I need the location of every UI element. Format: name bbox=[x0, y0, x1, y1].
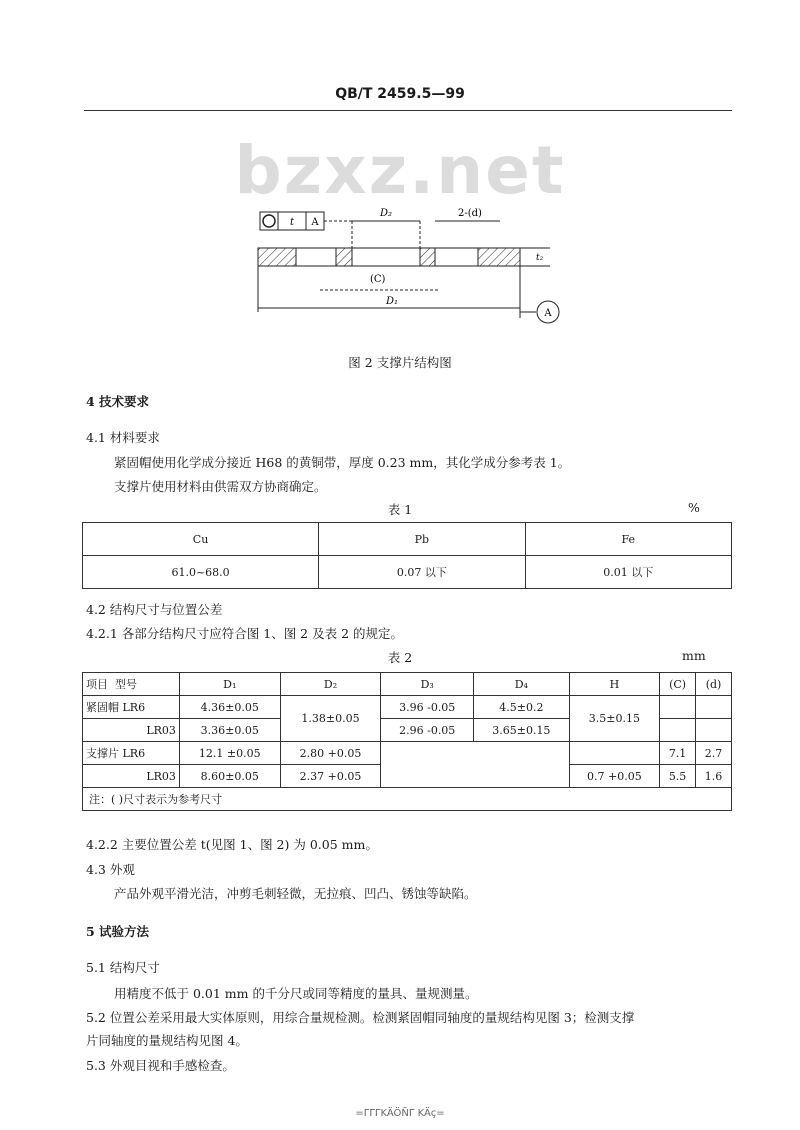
table-2-header: D₄ bbox=[474, 673, 570, 696]
section-4-title: 4 技术要求 bbox=[86, 394, 150, 409]
table-1-title: 表 1 bbox=[387, 502, 413, 517]
table-2-cell bbox=[381, 742, 569, 788]
table-2-cell: 1.38±0.05 bbox=[280, 696, 381, 742]
table-2-header: D₃ bbox=[381, 673, 474, 696]
page-footer: =ΓΓΓKÄÖÑΓ KÄç= bbox=[355, 1108, 445, 1119]
table-2-row-label: 支撑片 LR6 bbox=[83, 742, 180, 765]
table-2-cell: 4.5±0.2 bbox=[474, 696, 570, 719]
table-2-cell bbox=[660, 696, 696, 719]
table-2-cell bbox=[696, 696, 732, 719]
tolerance-frame bbox=[260, 212, 324, 230]
section-4-2-2: 4.2.2 主要位置公差 t(见图 1、图 2) 为 0.05 mm。 bbox=[86, 837, 378, 852]
table-2-cell: 8.60±0.05 bbox=[179, 765, 280, 788]
table-2-cell: 7.1 bbox=[660, 742, 696, 765]
document-header: QB/T 2459.5—99 bbox=[335, 86, 465, 102]
section-4-1-title: 4.1 材料要求 bbox=[86, 430, 160, 445]
table-2-cell: 2.80 +0.05 bbox=[280, 742, 381, 765]
table-2-cell: 2.7 bbox=[696, 742, 732, 765]
figure-2-drawing bbox=[240, 200, 580, 335]
table-2-cell: 4.36±0.05 bbox=[179, 696, 280, 719]
table-2-header: H bbox=[569, 673, 659, 696]
table-2-row-label: 紧固帽 LR6 bbox=[83, 696, 180, 719]
table-1-cell: 0.07 以下 bbox=[319, 556, 525, 589]
label-d2: D₂ bbox=[379, 208, 393, 219]
table-2-cell bbox=[660, 719, 696, 742]
table-1 bbox=[82, 522, 732, 589]
table-2 bbox=[82, 672, 732, 811]
table-2-header: D₁ bbox=[179, 673, 280, 696]
table-1-header: Fe bbox=[525, 523, 731, 556]
table-2-cell: 0.7 +0.05 bbox=[569, 765, 659, 788]
table-1-unit: % bbox=[688, 500, 700, 515]
table-2-title: 表 2 bbox=[387, 650, 413, 665]
watermark: bzxz.net bbox=[234, 132, 566, 209]
table-1-header: Cu bbox=[83, 523, 319, 556]
table-2-cell: 3.36±0.05 bbox=[179, 719, 280, 742]
section-5-title: 5 试验方法 bbox=[86, 924, 150, 939]
table-2-header: (d) bbox=[696, 673, 732, 696]
table-1-cell: 61.0~68.0 bbox=[83, 556, 319, 589]
section-4-1-para-1: 紧固帽使用化学成分接近 H68 的黄铜带，厚度 0.23 mm，其化学成分参考表 1。 bbox=[114, 455, 571, 470]
section-4-3-title: 4.3 外观 bbox=[86, 862, 135, 877]
table-2-header-item: 项目 型号 bbox=[83, 673, 180, 696]
section-4-2-1: 4.2.1 各部分结构尺寸应符合图 1、图 2 及表 2 的规定。 bbox=[86, 626, 404, 641]
table-2-cell: 1.6 bbox=[696, 765, 732, 788]
section-4-3-para: 产品外观平滑光洁，冲剪毛刺轻微，无拉痕、凹凸、锈蚀等缺陷。 bbox=[114, 886, 477, 901]
section-5-1-para: 用精度不低于 0.01 mm 的千分尺或同等精度的量具、量规测量。 bbox=[114, 986, 478, 1001]
table-2-cell: 3.65±0.15 bbox=[474, 719, 570, 742]
table-2-cell: 2.37 +0.05 bbox=[280, 765, 381, 788]
table-1-header: Pb bbox=[319, 523, 525, 556]
label-c: (C) bbox=[370, 274, 386, 285]
coaxiality-symbol bbox=[263, 215, 275, 227]
table-2-cell: 5.5 bbox=[660, 765, 696, 788]
frame-a-label: A bbox=[311, 217, 319, 228]
frame-t-label: t bbox=[289, 217, 295, 228]
label-d1: D₁ bbox=[386, 296, 399, 307]
table-2-cell: 12.1 ±0.05 bbox=[179, 742, 280, 765]
section-5-3: 5.3 外观目视和手感检查。 bbox=[86, 1058, 235, 1073]
header-rule bbox=[84, 110, 732, 111]
figure-2-caption: 图 2 支撑片结构图 bbox=[348, 355, 452, 370]
section-4-2-title: 4.2 结构尺寸与位置公差 bbox=[86, 602, 223, 617]
table-2-cell bbox=[569, 742, 659, 765]
label-2d: 2-(d) bbox=[458, 208, 482, 219]
section-5-1-title: 5.1 结构尺寸 bbox=[86, 960, 160, 975]
table-2-cell: 2.96 -0.05 bbox=[381, 719, 474, 742]
datum-a-label: A bbox=[544, 308, 552, 319]
table-2-header: D₂ bbox=[280, 673, 381, 696]
table-2-cell bbox=[696, 719, 732, 742]
table-2-header: (C) bbox=[660, 673, 696, 696]
table-2-cell: 3.96 -0.05 bbox=[381, 696, 474, 719]
table-1-cell: 0.01 以下 bbox=[525, 556, 731, 589]
section-5-2-line-1: 5.2 位置公差采用最大实体原则，用综合量规检测。检测紧固帽同轴度的量规结构见图 3；检测支撑 bbox=[86, 1010, 635, 1025]
table-2-note: 注：( )尺寸表示为参考尺寸 bbox=[83, 788, 732, 811]
label-t2: t₂ bbox=[536, 253, 544, 263]
table-2-cell: 3.5±0.15 bbox=[569, 696, 659, 742]
section-4-1-para-2: 支撑片使用材料由供需双方协商确定。 bbox=[114, 479, 327, 494]
table-2-row-label: LR03 bbox=[83, 765, 180, 788]
table-2-unit: mm bbox=[682, 648, 706, 663]
section-5-2-line-2: 片同轴度的量规结构见图 4。 bbox=[86, 1033, 248, 1048]
table-2-row-label: LR03 bbox=[83, 719, 180, 742]
